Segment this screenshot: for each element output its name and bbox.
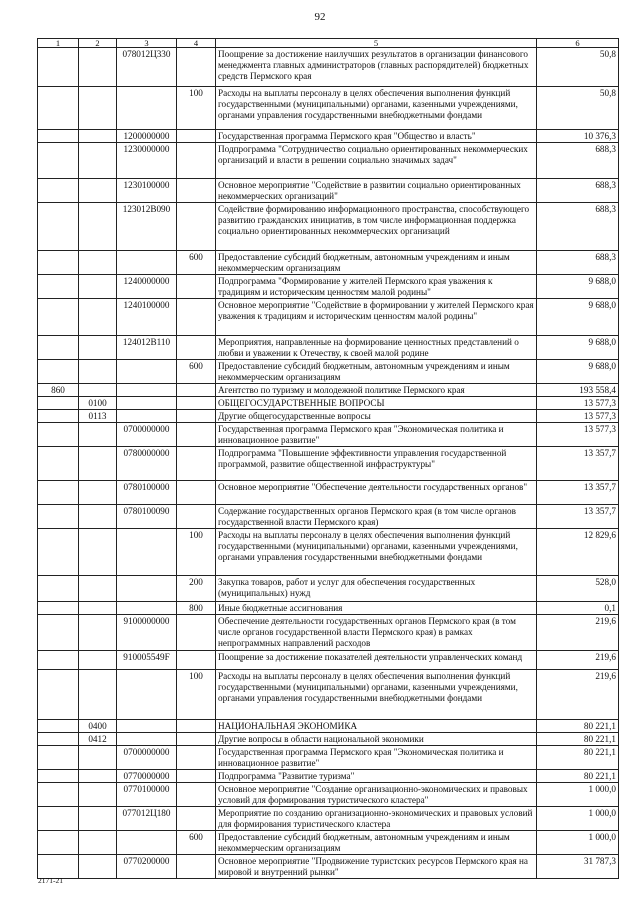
amount-cell: 13 577,3	[537, 410, 619, 423]
amount-cell: 13 357,7	[537, 481, 619, 505]
expense-type-cell	[177, 783, 216, 807]
amount-cell: 31 787,3	[537, 855, 619, 879]
section-code-cell	[79, 447, 117, 481]
target-article-cell: 123012В090	[117, 203, 177, 251]
target-article-cell	[117, 720, 177, 733]
department-code-cell	[38, 423, 79, 447]
item-name-cell: Содействие формированию информационного пространства, способствующего развитию гражданских инициатив, в том числе информационная поддержка социально ориентированных некоммерческих организаций	[216, 203, 537, 251]
amount-cell: 0,1	[537, 602, 619, 615]
item-name-cell: Обеспечение деятельности государственных органов Пермского края (в том числе органов государственной власти Пермского края) в рамках непрограммных направлений расходов	[216, 615, 537, 651]
department-code-cell	[38, 410, 79, 423]
table-row	[38, 143, 619, 179]
table-row	[38, 651, 619, 670]
amount-cell: 1 000,0	[537, 831, 619, 855]
table-row	[38, 576, 619, 602]
department-code-cell	[38, 251, 79, 275]
table-row	[38, 203, 619, 251]
section-code-cell	[79, 275, 117, 299]
section-code-cell	[79, 360, 117, 384]
expense-type-cell	[177, 275, 216, 299]
table-row	[38, 299, 619, 336]
amount-cell: 9 688,0	[537, 275, 619, 299]
amount-cell: 688,3	[537, 203, 619, 251]
header-col-3: 3	[117, 39, 177, 48]
department-code-cell	[38, 505, 79, 529]
target-article-cell	[117, 397, 177, 410]
department-code-cell	[38, 746, 79, 770]
expense-type-cell: 100	[177, 670, 216, 720]
header-col-6: 6	[537, 39, 619, 48]
expense-type-cell	[177, 384, 216, 397]
item-name-cell: Содержание государственных органов Пермского края (в том числе органов государственной власти Пермского края)	[216, 505, 537, 529]
department-code-cell	[38, 299, 79, 336]
table-row	[38, 746, 619, 770]
expense-type-cell	[177, 615, 216, 651]
expense-type-cell	[177, 807, 216, 831]
amount-cell: 688,3	[537, 251, 619, 275]
department-code-cell	[38, 783, 79, 807]
target-article-cell: 0770100000	[117, 783, 177, 807]
table-row	[38, 615, 619, 651]
department-code-cell	[38, 179, 79, 203]
target-article-cell: 1240000000	[117, 275, 177, 299]
section-code-cell	[79, 48, 117, 87]
target-article-cell: 1230000000	[117, 143, 177, 179]
amount-cell: 13 357,7	[537, 505, 619, 529]
table-row	[38, 720, 619, 733]
header-col-2: 2	[79, 39, 117, 48]
item-name-cell: Поощрение за достижение показателей деятельности управленческих команд	[216, 651, 537, 670]
expense-type-cell	[177, 299, 216, 336]
table-row	[38, 384, 619, 397]
department-code-cell	[38, 807, 79, 831]
amount-cell: 528,0	[537, 576, 619, 602]
section-code-cell	[79, 770, 117, 783]
amount-cell: 219,6	[537, 651, 619, 670]
target-article-cell: 0770000000	[117, 770, 177, 783]
item-name-cell: Подпрограмма "Развитие туризма"	[216, 770, 537, 783]
item-name-cell: Подпрограмма "Формирование у жителей Пермского края уважения к традициям и историческим ценностям малой родины"	[216, 275, 537, 299]
expense-type-cell	[177, 336, 216, 360]
item-name-cell: Подпрограмма "Повышение эффективности управления государственной программой, развитие общественной инфраструктуры"	[216, 447, 537, 481]
header-col-1: 1	[38, 39, 79, 48]
expense-type-cell	[177, 733, 216, 746]
target-article-cell: 0700000000	[117, 423, 177, 447]
table-row	[38, 505, 619, 529]
section-code-cell	[79, 481, 117, 505]
section-code-cell	[79, 651, 117, 670]
amount-cell: 50,8	[537, 87, 619, 130]
item-name-cell: Основное мероприятие "Обеспечение деятельности государственных органов"	[216, 481, 537, 505]
target-article-cell	[117, 602, 177, 615]
target-article-cell	[117, 529, 177, 576]
department-code-cell	[38, 670, 79, 720]
table-row	[38, 481, 619, 505]
target-article-cell	[117, 251, 177, 275]
expense-type-cell	[177, 203, 216, 251]
amount-cell: 80 221,1	[537, 733, 619, 746]
amount-cell: 1 000,0	[537, 783, 619, 807]
department-code-cell: 860	[38, 384, 79, 397]
target-article-cell	[117, 670, 177, 720]
table-row	[38, 410, 619, 423]
expense-type-cell	[177, 423, 216, 447]
section-code-cell	[79, 179, 117, 203]
expense-type-cell	[177, 770, 216, 783]
target-article-cell: 1200000000	[117, 130, 177, 143]
target-article-cell: 077012Ц180	[117, 807, 177, 831]
table-row	[38, 770, 619, 783]
department-code-cell	[38, 770, 79, 783]
target-article-cell: 124012В110	[117, 336, 177, 360]
budget-table	[37, 38, 619, 879]
expense-type-cell: 100	[177, 529, 216, 576]
expense-type-cell: 600	[177, 251, 216, 275]
department-code-cell	[38, 615, 79, 651]
department-code-cell	[38, 855, 79, 879]
target-article-cell: 1230100000	[117, 179, 177, 203]
table-header	[38, 39, 619, 48]
amount-cell: 9 688,0	[537, 360, 619, 384]
section-code-cell	[79, 615, 117, 651]
amount-cell: 13 577,3	[537, 423, 619, 447]
table-row	[38, 602, 619, 615]
section-code-cell	[79, 336, 117, 360]
amount-cell: 80 221,1	[537, 746, 619, 770]
target-article-cell: 0770200000	[117, 855, 177, 879]
section-code-cell	[79, 602, 117, 615]
amount-cell: 9 688,0	[537, 299, 619, 336]
section-code-cell	[79, 505, 117, 529]
table-row	[38, 855, 619, 879]
department-code-cell	[38, 576, 79, 602]
target-article-cell: 0700000000	[117, 746, 177, 770]
expense-type-cell	[177, 143, 216, 179]
item-name-cell: Основное мероприятие "Продвижение туристских ресурсов Пермского края на мировой и внутренний рынки"	[216, 855, 537, 879]
section-code-cell	[79, 529, 117, 576]
expense-type-cell	[177, 447, 216, 481]
department-code-cell	[38, 130, 79, 143]
expense-type-cell	[177, 397, 216, 410]
target-article-cell: 0780100090	[117, 505, 177, 529]
section-code-cell	[79, 746, 117, 770]
section-code-cell	[79, 807, 117, 831]
amount-cell: 219,6	[537, 670, 619, 720]
footer-document-code: 2171-21	[38, 876, 63, 885]
amount-cell: 9 688,0	[537, 336, 619, 360]
item-name-cell: Подпрограмма "Сотрудничество социально ориентированных некоммерческих организаций и власти в решении социально значимых задач"	[216, 143, 537, 179]
department-code-cell	[38, 602, 79, 615]
item-name-cell: Основное мероприятие "Содействие в развитии социально ориентированных некоммерческих организаций"	[216, 179, 537, 203]
target-article-cell: 910005549F	[117, 651, 177, 670]
table-row	[38, 336, 619, 360]
item-name-cell: Основное мероприятие "Создание организационно-экономических и правовых условий для формирования туристического кластера"	[216, 783, 537, 807]
amount-cell: 688,3	[537, 179, 619, 203]
item-name-cell: НАЦИОНАЛЬНАЯ ЭКОНОМИКА	[216, 720, 537, 733]
department-code-cell	[38, 831, 79, 855]
header-col-4: 4	[177, 39, 216, 48]
item-name-cell: Иные бюджетные ассигнования	[216, 602, 537, 615]
section-code-cell	[79, 855, 117, 879]
table-row	[38, 275, 619, 299]
table-row	[38, 397, 619, 410]
item-name-cell: Предоставление субсидий бюджетным, автономным учреждениям и иным некоммерческим организациям	[216, 831, 537, 855]
department-code-cell	[38, 87, 79, 130]
amount-cell: 50,8	[537, 48, 619, 87]
target-article-cell: 9100000000	[117, 615, 177, 651]
expense-type-cell: 600	[177, 360, 216, 384]
section-code-cell	[79, 670, 117, 720]
expense-type-cell	[177, 179, 216, 203]
amount-cell: 193 558,4	[537, 384, 619, 397]
target-article-cell	[117, 410, 177, 423]
section-code-cell	[79, 783, 117, 807]
table-row	[38, 733, 619, 746]
expense-type-cell	[177, 855, 216, 879]
target-article-cell: 078012Ц330	[117, 48, 177, 87]
target-article-cell	[117, 360, 177, 384]
section-code-cell: 0100	[79, 397, 117, 410]
item-name-cell: Предоставление субсидий бюджетным, автономным учреждениям и иным некоммерческим организациям	[216, 360, 537, 384]
target-article-cell	[117, 831, 177, 855]
department-code-cell	[38, 733, 79, 746]
item-name-cell: Расходы на выплаты персоналу в целях обеспечения выполнения функций государственными (муниципальными) органами, казенными учреждениями, органами управления государственными внебюджетными фондами	[216, 670, 537, 720]
section-code-cell	[79, 203, 117, 251]
item-name-cell: Агентство по туризму и молодежной политике Пермского края	[216, 384, 537, 397]
department-code-cell	[38, 143, 79, 179]
department-code-cell	[38, 336, 79, 360]
expense-type-cell	[177, 48, 216, 87]
header-row	[38, 39, 619, 48]
item-name-cell: Государственная программа Пермского края "Общество и власть"	[216, 130, 537, 143]
section-code-cell	[79, 299, 117, 336]
section-code-cell: 0113	[79, 410, 117, 423]
section-code-cell	[79, 143, 117, 179]
table-row	[38, 807, 619, 831]
department-code-cell	[38, 360, 79, 384]
section-code-cell: 0412	[79, 733, 117, 746]
section-code-cell	[79, 87, 117, 130]
amount-cell: 12 829,6	[537, 529, 619, 576]
department-code-cell	[38, 481, 79, 505]
amount-cell: 1 000,0	[537, 807, 619, 831]
table-row	[38, 48, 619, 87]
target-article-cell	[117, 384, 177, 397]
amount-cell: 688,3	[537, 143, 619, 179]
section-code-cell	[79, 831, 117, 855]
amount-cell: 13 577,3	[537, 397, 619, 410]
section-code-cell: 0400	[79, 720, 117, 733]
target-article-cell: 0780000000	[117, 447, 177, 481]
target-article-cell	[117, 87, 177, 130]
department-code-cell	[38, 447, 79, 481]
expense-type-cell	[177, 651, 216, 670]
item-name-cell: Государственная программа Пермского края "Экономическая политика и инновационное развитие"	[216, 423, 537, 447]
budget-table-body	[38, 48, 619, 879]
expense-type-cell	[177, 746, 216, 770]
table-row	[38, 360, 619, 384]
item-name-cell: Поощрение за достижение наилучших результатов в организации финансового менеджмента главных администраторов (главных распорядителей) бюджетных средств Пермского края	[216, 48, 537, 87]
item-name-cell: Другие вопросы в области национальной экономики	[216, 733, 537, 746]
table-row	[38, 179, 619, 203]
item-name-cell: Расходы на выплаты персоналу в целях обеспечения выполнения функций государственными (муниципальными) органами, казенными учреждениями, органами управления государственными внебюджетными фондами	[216, 87, 537, 130]
item-name-cell: ОБЩЕГОСУДАРСТВЕННЫЕ ВОПРОСЫ	[216, 397, 537, 410]
department-code-cell	[38, 48, 79, 87]
expense-type-cell: 600	[177, 831, 216, 855]
target-article-cell	[117, 576, 177, 602]
department-code-cell	[38, 203, 79, 251]
page-number: 92	[314, 11, 326, 23]
table-row	[38, 447, 619, 481]
section-code-cell	[79, 423, 117, 447]
amount-cell: 10 376,3	[537, 130, 619, 143]
section-code-cell	[79, 576, 117, 602]
item-name-cell: Мероприятие по созданию организационно-экономических и правовых условий для формирования туристического кластера	[216, 807, 537, 831]
expense-type-cell	[177, 720, 216, 733]
item-name-cell: Государственная программа Пермского края "Экономическая политика и инновационное развитие"	[216, 746, 537, 770]
header-col-5: 5	[216, 39, 537, 48]
section-code-cell	[79, 251, 117, 275]
department-code-cell	[38, 720, 79, 733]
amount-cell: 80 221,1	[537, 720, 619, 733]
item-name-cell: Основное мероприятие "Содействие в формировании у жителей Пермского края уважения к традициям и историческим ценностям малой родины"	[216, 299, 537, 336]
target-article-cell	[117, 733, 177, 746]
expense-type-cell: 100	[177, 87, 216, 130]
section-code-cell	[79, 384, 117, 397]
amount-cell: 13 357,7	[537, 447, 619, 481]
table-row	[38, 130, 619, 143]
item-name-cell: Другие общегосударственные вопросы	[216, 410, 537, 423]
amount-cell: 80 221,1	[537, 770, 619, 783]
department-code-cell	[38, 529, 79, 576]
table-row	[38, 529, 619, 576]
item-name-cell: Расходы на выплаты персоналу в целях обеспечения выполнения функций государственными (муниципальными) органами, казенными учреждениями, органами управления государственными внебюджетными фондами	[216, 529, 537, 576]
expense-type-cell	[177, 505, 216, 529]
item-name-cell: Мероприятия, направленные на формирование ценностных представлений о любви и уважении к Отечеству, к своей малой родине	[216, 336, 537, 360]
expense-type-cell: 200	[177, 576, 216, 602]
department-code-cell	[38, 397, 79, 410]
target-article-cell: 1240100000	[117, 299, 177, 336]
expense-type-cell	[177, 130, 216, 143]
table-row	[38, 423, 619, 447]
department-code-cell	[38, 275, 79, 299]
department-code-cell	[38, 651, 79, 670]
expense-type-cell	[177, 410, 216, 423]
table-row	[38, 87, 619, 130]
item-name-cell: Предоставление субсидий бюджетным, автономным учреждениям и иным некоммерческим организациям	[216, 251, 537, 275]
table-row	[38, 783, 619, 807]
target-article-cell: 0780100000	[117, 481, 177, 505]
table-row	[38, 251, 619, 275]
table-row	[38, 670, 619, 720]
amount-cell: 219,6	[537, 615, 619, 651]
section-code-cell	[79, 130, 117, 143]
expense-type-cell: 800	[177, 602, 216, 615]
expense-type-cell	[177, 481, 216, 505]
table-row	[38, 831, 619, 855]
item-name-cell: Закупка товаров, работ и услуг для обеспечения государственных (муниципальных) нужд	[216, 576, 537, 602]
